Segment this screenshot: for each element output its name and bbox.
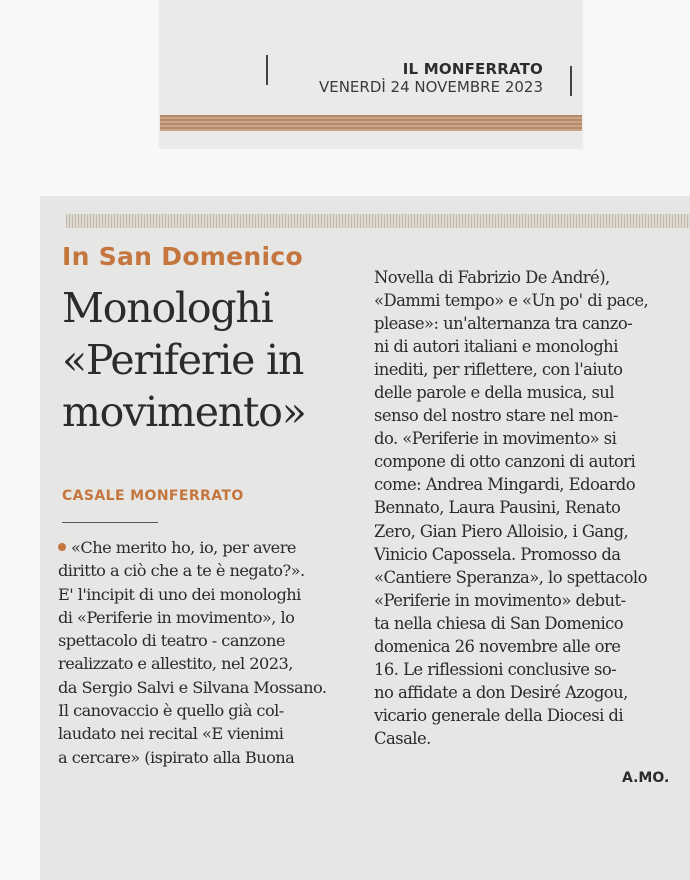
body-line: Il canovaccio è quello già col- bbox=[58, 701, 284, 721]
body-line: «Cantiere Speranza», lo spettacolo bbox=[374, 567, 647, 587]
body-line: spettacolo di teatro - canzone bbox=[58, 631, 285, 651]
body-line: Novella di Fabrizio De André), bbox=[374, 268, 610, 287]
body-line: no affidate a don Desiré Azogou, bbox=[374, 682, 628, 702]
body-line: do. «Periferie in movimento» si bbox=[374, 429, 617, 449]
masthead-clipping bbox=[160, 0, 582, 148]
body-line: Bennato, Laura Pausini, Renato bbox=[374, 498, 621, 518]
body-line: delle parole e della musica, sul bbox=[374, 383, 615, 403]
body-line: domenica 26 novembre alle ore bbox=[374, 636, 621, 656]
body-line: Vinicio Capossela. Promosso da bbox=[374, 544, 621, 564]
article-kicker: In San Domenico bbox=[62, 242, 303, 271]
body-line: compone di otto canzoni di autori bbox=[374, 452, 636, 472]
body-line: «Dammi tempo» e «Un po' di pace, bbox=[374, 291, 649, 311]
body-line: «Periferie in movimento» debut- bbox=[374, 590, 626, 610]
dateline-rule bbox=[62, 522, 158, 523]
body-line: realizzato e allestito, nel 2023, bbox=[58, 654, 293, 674]
body-line: Casale. bbox=[374, 728, 431, 748]
body-line: senso del nostro stare nel mon- bbox=[374, 406, 618, 426]
body-line: ni di autori italiani e monologhi bbox=[374, 337, 618, 357]
bullet-icon bbox=[58, 543, 66, 551]
body-line: diritto a ciò che a te è negato?». bbox=[58, 561, 305, 581]
body-line: ta nella chiesa di San Domenico bbox=[374, 613, 624, 633]
publication-date: VENERDÌ 24 NOVEMBRE 2023 bbox=[318, 78, 543, 96]
body-line: «Che merito ho, io, per avere bbox=[58, 536, 363, 559]
body-line: come: Andrea Mingardi, Edoardo bbox=[374, 475, 636, 495]
body-line: E' l'incipit di uno dei monologhi bbox=[58, 584, 301, 604]
masthead-stripe bbox=[160, 115, 582, 131]
body-line: a cercare» (ispirato alla Buona bbox=[58, 747, 295, 767]
body-line: Zero, Gian Piero Alloisio, i Gang, bbox=[374, 521, 629, 541]
article-column-right bbox=[374, 266, 674, 750]
body-line: inediti, per riflettere, con l'aiuto bbox=[374, 360, 623, 380]
body-line: 16. Le riflessioni conclusive so- bbox=[374, 659, 617, 679]
newspaper-name: IL MONFERRATO bbox=[402, 60, 543, 78]
article-clipping bbox=[40, 196, 690, 880]
body-line: di «Periferie in movimento», lo bbox=[58, 607, 295, 627]
article-column-left bbox=[58, 536, 363, 769]
article-headline bbox=[62, 282, 392, 438]
author-signature: A.MO. bbox=[622, 770, 670, 786]
body-line: laudato nei recital «E vienimi bbox=[58, 724, 284, 744]
masthead-divider-right bbox=[570, 66, 572, 96]
headline-line: «Periferie in bbox=[62, 336, 304, 384]
body-line: vicario generale della Diocesi di bbox=[374, 705, 624, 725]
article-top-stripe bbox=[66, 214, 690, 228]
headline-line: Monologhi bbox=[62, 284, 273, 332]
body-line: please»: un'alternanza tra canzo- bbox=[374, 314, 633, 334]
dateline-location: CASALE MONFERRATO bbox=[62, 488, 244, 504]
headline-line: movimento» bbox=[62, 388, 306, 436]
body-line: da Sergio Salvi e Silvana Mossano. bbox=[58, 677, 327, 697]
